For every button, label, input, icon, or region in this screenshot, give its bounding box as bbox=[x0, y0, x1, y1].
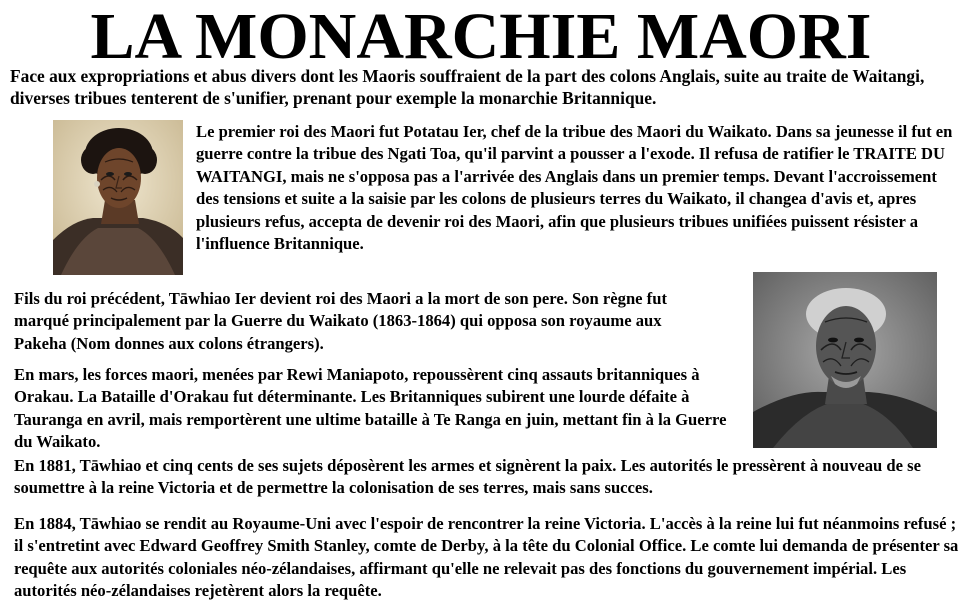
portrait-potatau-icon bbox=[53, 120, 183, 275]
potatau-paragraph: Le premier roi des Maori fut Potatau Ier, chef de la tribue des Maori du Waikato. Dans sa jeunesse il fut en guerre contre la tribue des Ngati Toa, qu'il parvint a pousser a l'exode. Il refusa de ratifier le TRAITE DU WAITANGI, mais ne s'opposa pas a l'arrivée des Anglais dans un premier temps. Devant l'accroissement des tensions et suite a la saisie par les colons de plusieurs terres du Waikato, il changea d'avis et, apres plusieurs refus, accepta de devenir roi des Maori, afin que plusieurs tribues unifiées puissent résister a l'influence Britannique. bbox=[196, 122, 953, 254]
mars-paragraph: En mars, les forces maori, menées par Rewi Maniapoto, repoussèrent cinq assauts britanniques à Orakau. La Bataille d'Orakau fut déterminante. Les Britanniques subirent une lourde défaite à Tauranga en avril, mais remportèrent une ultime bataille à Te Ranga en juin, mettant fin à la Guerre du Waikato. bbox=[14, 365, 727, 452]
page-title: LA MONARCHIE MAORI bbox=[90, 0, 872, 73]
tawhiao-paragraph: Fils du roi précédent, Tāwhiao Ier devient roi des Maori a la mort de son pere. Son règne fut marqué principalement par la Guerre du Waikato (1863-1864) qui opposa son royaume aux Pakeha (Nom donnes aux colons étrangers). bbox=[14, 289, 667, 353]
potatau-portrait bbox=[53, 120, 183, 275]
paragraph-1884: En 1884, Tāwhiao se rendit au Royaume-Uni avec l'espoir de rencontrer la reine Victoria. L'accès à la reine lui fut néanmoins refusé ; il s'entretint avec Edward Geoffrey Smith Stanley, comte de Derby, à la tête du Colonial Office. Le comte lui demanda de présenter sa requête aux autorités coloniales néo-zélandaises, affirmant qu'elle ne relevait pas des fonctions du gouvernement impérial. Les autorités néo-zélandaises rejetèrent alors la requête. bbox=[14, 514, 959, 601]
intro-paragraph: Face aux expropriations et abus divers dont les Maoris souffraient de la part des colons Anglais, suite au traite de Waitangi, diverses tribues tenterent de s'unifier, prenant pour exemple la monarchie Britannique. bbox=[10, 66, 925, 108]
tawhiao-portrait bbox=[753, 272, 937, 448]
portrait-tawhiao-icon bbox=[753, 272, 937, 448]
paragraph-1881: En 1881, Tāwhiao et cinq cents de ses sujets déposèrent les armes et signèrent la paix. Les autorités le pressèrent à nouveau de se soumettre à la reine Victoria et de permettre la colonisation de ses terres, mais sans succes. bbox=[14, 456, 921, 498]
